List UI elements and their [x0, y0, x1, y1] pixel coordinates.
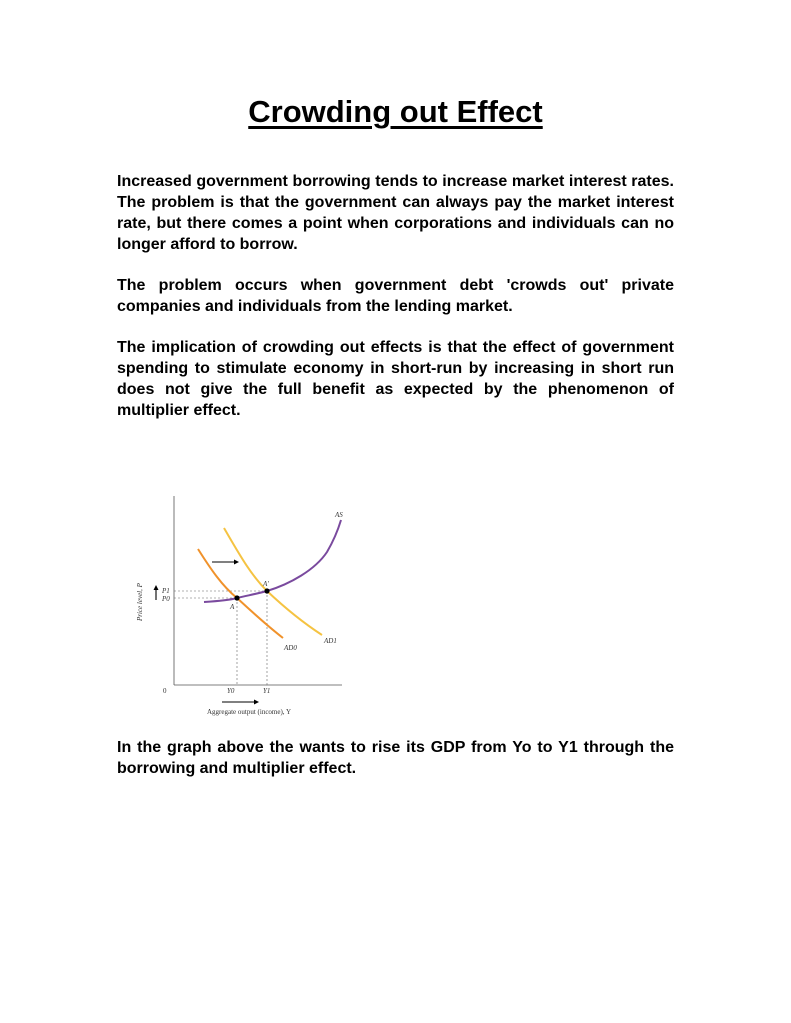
p0-tick-label: P0 [162, 595, 170, 603]
crowding-out-diagram [130, 490, 365, 722]
price-up-arrowhead [154, 585, 159, 590]
output-shift-arrowhead [254, 700, 259, 705]
origin-label: 0 [163, 687, 167, 695]
point-a-label: A [230, 603, 235, 611]
point-a-prime-label: A' [263, 580, 269, 588]
ad0-label: AD0 [284, 644, 297, 652]
y1-tick-label: Y1 [263, 687, 271, 695]
as-curve [204, 520, 341, 602]
ad1-label: AD1 [324, 637, 337, 645]
point-a-prime [264, 588, 269, 593]
demand-shift-arrowhead [234, 560, 239, 565]
y-axis-label: Price level, P [136, 583, 144, 621]
paragraph-implication: The implication of crowding out effects is that the effect of government spending to stimulate economy in short-run by increasing in short run does not give the full benefit as expected by the phenomenon of multiplier effect. [117, 339, 674, 419]
paragraph-borrowing-interest: Increased government borrowing tends to increase market interest rates. The problem is that the government can always pay the market interest rate, but there comes a point when corporations and individuals can no longer afford to borrow. [117, 173, 674, 253]
page-title: Crowding out Effect [248, 94, 543, 129]
point-a [234, 595, 239, 600]
paragraph-crowds-out: The problem occurs when government debt 'crowds out' private companies and individuals from the lending market. [117, 277, 674, 315]
x-axis-label: Aggregate output (income), Y [207, 708, 292, 716]
y0-tick-label: Y0 [227, 687, 235, 695]
p1-tick-label: P1 [162, 587, 170, 595]
diagram-svg [130, 490, 365, 722]
ad1-curve [224, 528, 322, 635]
as-label: AS [335, 511, 343, 519]
paragraph-graph-explanation: In the graph above the wants to rise its GDP from Yo to Y1 through the borrowing and multiplier effect. [117, 739, 674, 777]
